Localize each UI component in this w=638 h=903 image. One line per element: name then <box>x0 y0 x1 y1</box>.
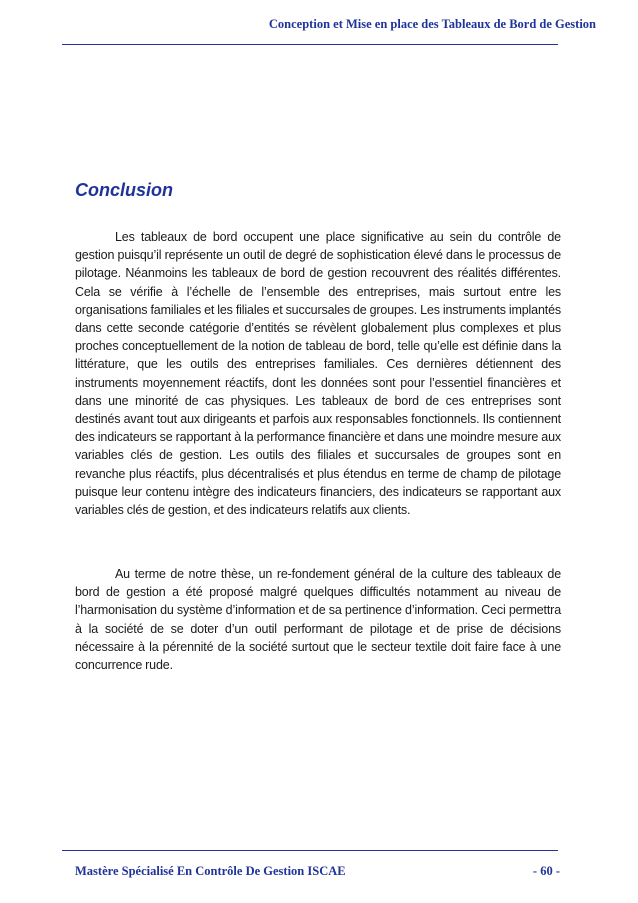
page-number: - 60 - <box>532 864 560 878</box>
footer-institution: Mastère Spécialisé En Contrôle De Gestion ISCAE <box>75 864 346 878</box>
header-divider <box>62 44 558 45</box>
footer-divider <box>62 850 558 851</box>
section-heading: Conclusion <box>75 180 173 200</box>
paragraph-1: Les tableaux de bord occupent une place significative au sein du contrôle de gestion puisqu’il représente un outil de degré de sophistication élevé dans le processus de pilotage. Néanmoins les tableaux de bord de gestion recouvrent des réalités différentes. Cela se vérifie à l’échelle de l’ensemble des entreprises, mais surtout entre les organisations familiales et les filiales et succursales de groupes. Les instruments implantés dans cette seconde catégorie d’entités se révèlent globalement plus complexes et plus proches conceptuellement de la notion de tableau de bord, telle qu’elle est définie dans la littérature, que les outils des entreprises familiales. Ces dernières détiennent des instruments moyennement réactifs, dont les données sont pour l’essentiel financières et dans une minorité de cas physiques. Les tableaux de bord de ces entreprises sont destinés avant tout aux dirigeants et parfois aux responsables fonctionnels. Ils contiennent des indicateurs se rapportant à la performance financière et dans une moindre mesure aux variables clés de gestion. Les outils des filiales et succursales de groupes sont en revanche plus réactifs, plus décentralisés et plus étendus en terme de champ de pilotage puisque leur contenu intègre des indicateurs financiers, des indicateurs se rapportant aux variables clés de gestion, et des indicateurs relatifs aux clients. <box>75 230 561 518</box>
paragraph-2: Au terme de notre thèse, un re-fondement général de la culture des tableaux de bord de gestion a été proposé malgré quelques difficultés notamment au niveau de l’harmonisation du système d’information et de sa pertinence d’information. Ceci permettra à la société de se doter d’un outil performant de pilotage et de prise de décisions nécessaire à la pérennité de la société surtout que le secteur textile doit faire face à une concurrence rude. <box>75 567 561 673</box>
header-title: Conception et Mise en place des Tableaux de Bord de Gestion <box>268 17 596 31</box>
